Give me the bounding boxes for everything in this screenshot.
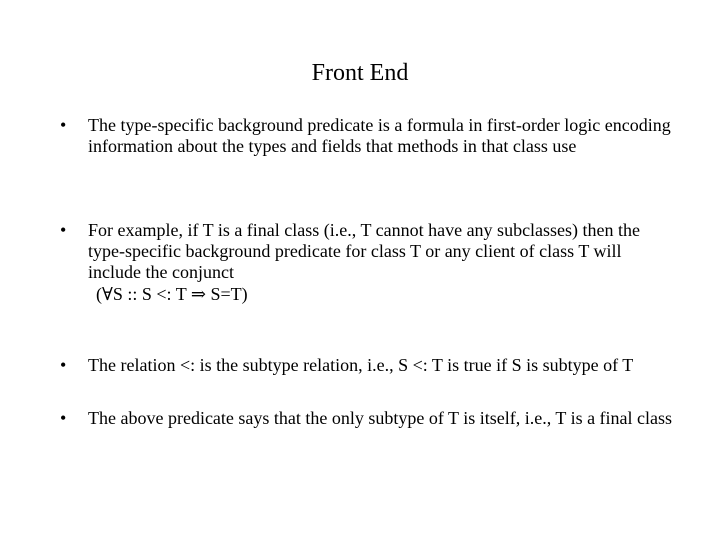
bullet-marker: •: [60, 220, 67, 240]
slide-title: [0, 58, 720, 88]
bullet-text: The type-specific background predicate is a formula in first-order logic encoding information about the types and fields that methods in that class use: [88, 115, 671, 156]
bullet-marker: •: [60, 355, 67, 375]
bullet-text: The relation <: is the subtype relation, i.e., S <: T is true if S is subtype of T: [88, 355, 634, 375]
formula: (∀S :: S <: T ⇒ S=T): [96, 284, 248, 304]
bullet-text: For example, if T is a final class (i.e., T cannot have any subclasses) then the type-specific background predicate for class T or any client of class T will include the conjunct: [88, 220, 641, 282]
bullet-text: The above predicate says that the only subtype of T is itself, i.e., T is a final class: [88, 408, 673, 428]
slide-title-text: Front End: [311, 60, 409, 86]
bullet-body: [88, 220, 678, 305]
bullet-marker: •: [60, 408, 67, 428]
bullet-marker: •: [60, 115, 67, 135]
